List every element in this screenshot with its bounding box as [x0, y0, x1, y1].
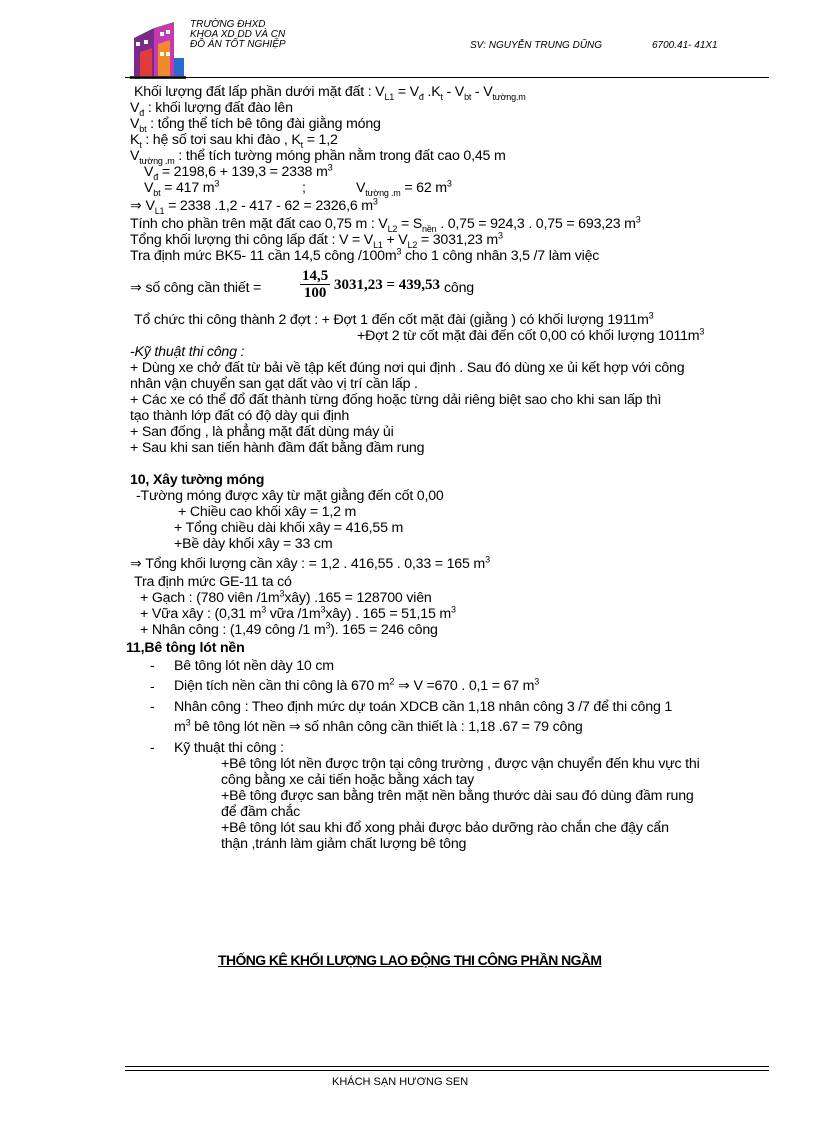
text-line: để đầm chắc [221, 804, 301, 820]
implies-arrow-icon: ⇒ [288, 719, 301, 735]
text-line: Tra định mức GE-11 ta có [134, 574, 292, 590]
text-line: + San đống , là phẳng mặt đất dùng máy ủi [130, 424, 394, 440]
header-rule [125, 77, 769, 78]
text-line: Tra định mức BK5- 11 cần 14,5 công $/100m^3$ cho 1 công nhân 3,5 /7 làm việc [130, 246, 600, 264]
summary-title: THỐNG KÊ KHỐI LƯỢNG LAO ĐỘNG THI CÔNG PHẦN NGẦM [218, 952, 602, 968]
implies-arrow-icon: ⇒ [130, 280, 142, 296]
class-code: 6700.41- 41X1 [652, 40, 718, 51]
list-item: Diện tích nền cần thi công là 670 $m^2$ ⇒ V =670 . 0,1 = 67 $m^3$ [174, 676, 540, 694]
text-line: Khối lượng đất lấp phần dưới mặt đất : $V_{L1} = V_đ$ $.K_t - V_{bt} - V_{tường.m}$ [134, 84, 526, 102]
list-bullet: - [150, 739, 155, 755]
text-line: $V_{tường .m} = 62$ $m^3$ [356, 178, 452, 198]
text-line: ⇒ Tổng khối lượng cần xây : = 1,2 . 416,55 . 0,33 = 165 $m^3$ [130, 554, 490, 572]
implies-arrow-icon: ⇒ [130, 198, 142, 214]
text-line: +Đợt 2 từ cốt mặt đài đến cốt 0,00 có khối lượng $1011m^3$ [357, 326, 705, 344]
fraction: $\frac{14,5}{100}$ [302, 268, 329, 301]
text-line: ; [302, 180, 306, 196]
project-title: ĐỒ ÁN TỐT NGHIỆP [190, 39, 286, 50]
text-line: $V_{bt} = 417$ $m^3$ [144, 178, 220, 198]
text-line: công bằng xe cải tiến hoặc bằng xách tay [221, 772, 475, 788]
text-line: +Bê tông được san bằng trên mặt nền bằng thước dài sau đó dùng đầm rung [221, 788, 694, 804]
text-line: $V_{tường .m}$ : thể tích tường móng phần nằm trong đất cao 0,45 m [130, 148, 506, 166]
text-line: + Chiều cao khối xây = 1,2 m [178, 504, 357, 520]
text-line: $K_t$ : hệ số tơi sau khi đào , $K_t = 1,2$ [130, 132, 338, 150]
school-name-line2: KHOA XD DD VÀ CN [190, 29, 286, 40]
text-line: $V_{bt}$ : tổng thể tích bê tông đài giằng móng [130, 116, 381, 134]
text-line: + Nhân công : (1,49 công /1 $m^3$). 165 = 246 công [140, 620, 438, 638]
footer-rule [125, 1066, 769, 1067]
footer-rule [125, 1070, 769, 1071]
text-line: +Bề dày khối xây = 33 cm [174, 536, 333, 552]
text-line: tạo thành lớp đất có độ dày qui định [130, 408, 350, 424]
text-line: ⇒ số công cần thiết = [130, 280, 262, 296]
text-line: Tổ chức thi công thành 2 đợt : + Đợt 1 đến cốt mặt đài (giằng ) có khối lượng $1911m^3$ [134, 310, 654, 328]
list-bullet: - [150, 678, 155, 694]
text-line: $V_đ$ : khối lượng đất đào lên [130, 100, 293, 118]
implies-arrow-icon: ⇒ [397, 678, 410, 694]
text-line: công [444, 280, 474, 296]
text-line: -Tường móng được xây từ mặt giằng đến cốt 0,00 [136, 488, 444, 504]
text-line: thận ,tránh làm giảm chất lượng bê tông [221, 836, 467, 852]
list-item: Bê tông lót nền dày 10 cm [174, 658, 334, 674]
text-line: + Tổng chiều dài khối xây = 416,55 m [174, 520, 404, 536]
list-item: Nhân công : Theo định mức dự toán XDCB cần 1,18 nhân công 3 /7 để thi công 1 [174, 699, 673, 715]
formula-result: 3031,23 = 439,53 [334, 277, 441, 293]
list-bullet: - [150, 698, 155, 714]
section-heading: 11,Bê tông lót nền [126, 640, 245, 656]
list-item: $m^3$ bê tông lót nền ⇒ số nhân công cần thiết là : 1,18 .67 = 79 công [174, 717, 583, 735]
text-line: Tính cho phần trên mặt đất cao 0,75 m : $V_{L2} = S_{nền}$ . 0,75 = 924,3 . 0,75 = 693,23 $m^3$ [130, 214, 641, 234]
section-heading: 10, Xây tường móng [130, 472, 265, 488]
text-line: Tổng khối lượng thi công lấp đất : $V = V_{L1} + V_{L2} = 3031,23$ $m^3$ [130, 230, 503, 250]
text-line: nhân vận chuyển san gạt dất vào vị trí cần lấp . [130, 376, 418, 392]
footer-text: KHÁCH SẠN HƯƠNG SEN [332, 1076, 469, 1088]
list-bullet: - [150, 657, 155, 673]
school-name-line1: TRƯỜNG ĐHXD [190, 19, 266, 30]
student-name: SV: NGUYỄN TRUNG DŨNG [470, 40, 603, 51]
building-logo-icon [130, 18, 186, 80]
implies-arrow-icon: ⇒ [130, 556, 142, 572]
text-line: $V_đ = 2198,6 + 139,3 = 2338$ $m^3$ [144, 162, 333, 182]
text-line: +Bê tông lót nền được trộn tại công trường , được vận chuyển đến khu vực thi [221, 756, 700, 772]
text-line: -Kỹ thuật thi công : [130, 344, 245, 360]
text-line: +Bê tông lót sau khi đổ xong phải được bảo dưỡng rào chắn che đậy cẩn [221, 820, 669, 836]
text-line: + Gạch : (780 viên $/1m^3xây$) .165 = 128700 viên [140, 588, 432, 606]
text-line: ⇒ $V_{L1} = 2338$ .1,2 - 417 - 62 = 2326,6 $m^3$ [130, 196, 378, 216]
text-line: + Các xe có thể đổ đất thành từng đống hoặc từng dải riêng biệt sao cho khi san lấp thì [130, 392, 662, 408]
text-line: + Sau khi san tiến hành đầm đất bằng đầm rung [130, 440, 425, 456]
list-item: Kỹ thuật thi công : [174, 740, 284, 756]
text-line: + Vữa xây : (0,31 $m^3$ vữa $/1m^3xây$) . 165 = 51,15 $m^3$ [140, 604, 456, 622]
text-line: + Dùng xe chở đất từ bải về tập kết đúng nơi qui định . Sau đó dùng xe ủi kết hợp với công [130, 360, 685, 376]
